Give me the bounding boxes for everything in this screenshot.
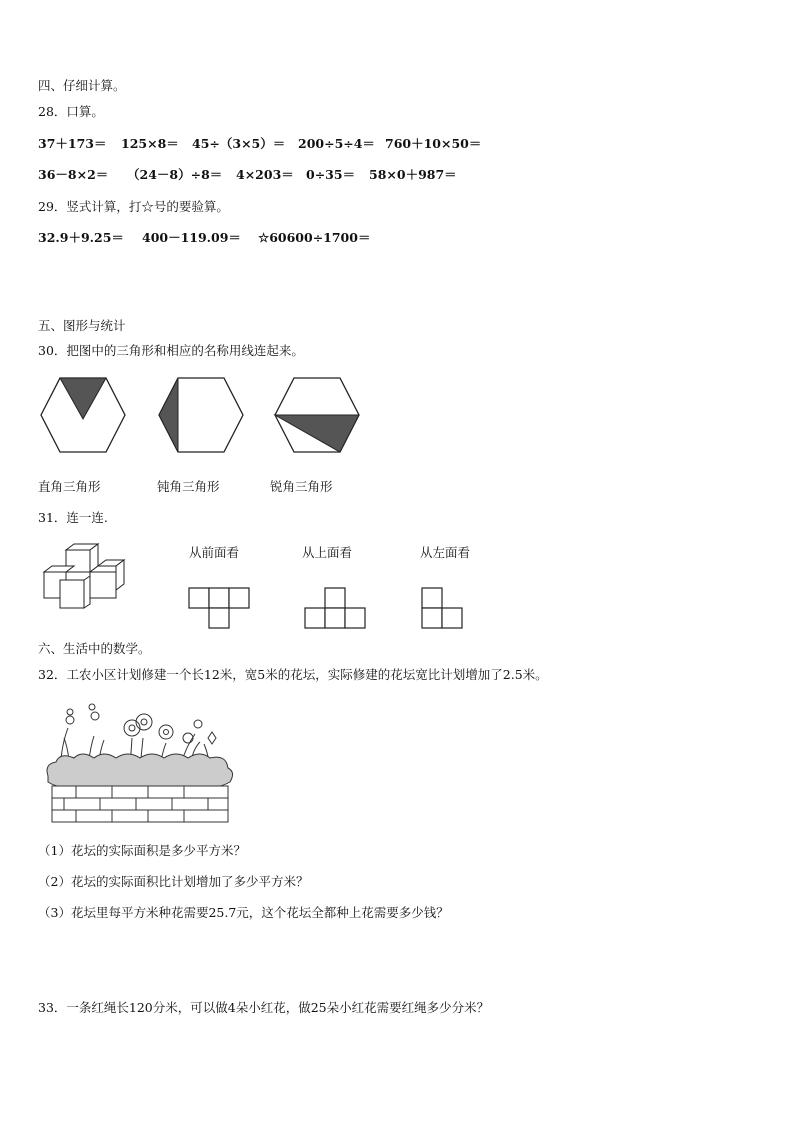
calc-item: （24－8）÷8＝ [127, 167, 223, 182]
top-view-shape [304, 587, 368, 631]
section-4-heading: 四、仔细计算。 [38, 78, 126, 93]
question-30-label: 30．把图中的三角形和相应的名称用线连起来。 [38, 343, 304, 358]
question-32-label: 32．工农小区计划修建一个长12米，宽5米的花坛，实际修建的花坛宽比计划增加了2.5米。 [38, 667, 548, 682]
calc-item: 36－8×2＝ [38, 167, 109, 182]
hexagon-right-triangle-figure [38, 375, 128, 455]
calc-item: 4×203＝ [236, 167, 294, 182]
hexagon-acute-triangle-figure [272, 375, 362, 455]
question-28-label: 28．口算。 [38, 104, 104, 119]
view-label-top: 从上面看 [302, 545, 353, 560]
view-label-left: 从左面看 [420, 545, 471, 560]
calc-item: 200÷5÷4＝ [298, 136, 375, 151]
flower-bed-illustration [40, 698, 240, 828]
vertical-calc-item: 32.9＋9.25＝ [38, 230, 124, 245]
cube-stack-figure [40, 540, 126, 612]
calc-item: 45÷（3×5）＝ [192, 136, 286, 151]
question-32-sub-3: （3）花坛里每平方米种花需要25.7元，这个花坛全都种上花需要多少钱？ [38, 905, 449, 920]
question-32-sub-2: （2）花坛的实际面积比计划增加了多少平方米？ [38, 874, 309, 889]
front-view-shape [188, 587, 252, 631]
vertical-calc-item: ☆60600÷1700＝ [258, 230, 371, 245]
calc-item: 125×8＝ [121, 136, 179, 151]
question-33-label: 33．一条红绳长120分米，可以做4朵小红花，做25朵小红花需要红绳多少分米？ [38, 1000, 490, 1015]
calc-item: 37＋173＝ [38, 136, 107, 151]
triangle-name-right: 直角三角形 [38, 479, 101, 494]
question-31-label: 31．连一连. [38, 510, 108, 525]
section-5-heading: 五、图形与统计 [38, 318, 126, 333]
triangle-name-obtuse: 钝角三角形 [157, 479, 220, 494]
question-32-sub-1: （1）花坛的实际面积是多少平方米？ [38, 843, 246, 858]
calc-item: 760＋10×50＝ [385, 136, 482, 151]
calc-item: 0÷35＝ [306, 167, 356, 182]
left-view-shape [421, 587, 467, 631]
vertical-calc-item: 400－119.09＝ [142, 230, 241, 245]
question-29-label: 29．竖式计算，打☆号的要验算。 [38, 199, 229, 214]
section-6-heading: 六、生活中的数学。 [38, 641, 151, 656]
triangle-name-acute: 锐角三角形 [270, 479, 333, 494]
view-label-front: 从前面看 [189, 545, 240, 560]
calc-item: 58×0＋987＝ [369, 167, 457, 182]
hexagon-obtuse-triangle-figure [156, 375, 246, 455]
